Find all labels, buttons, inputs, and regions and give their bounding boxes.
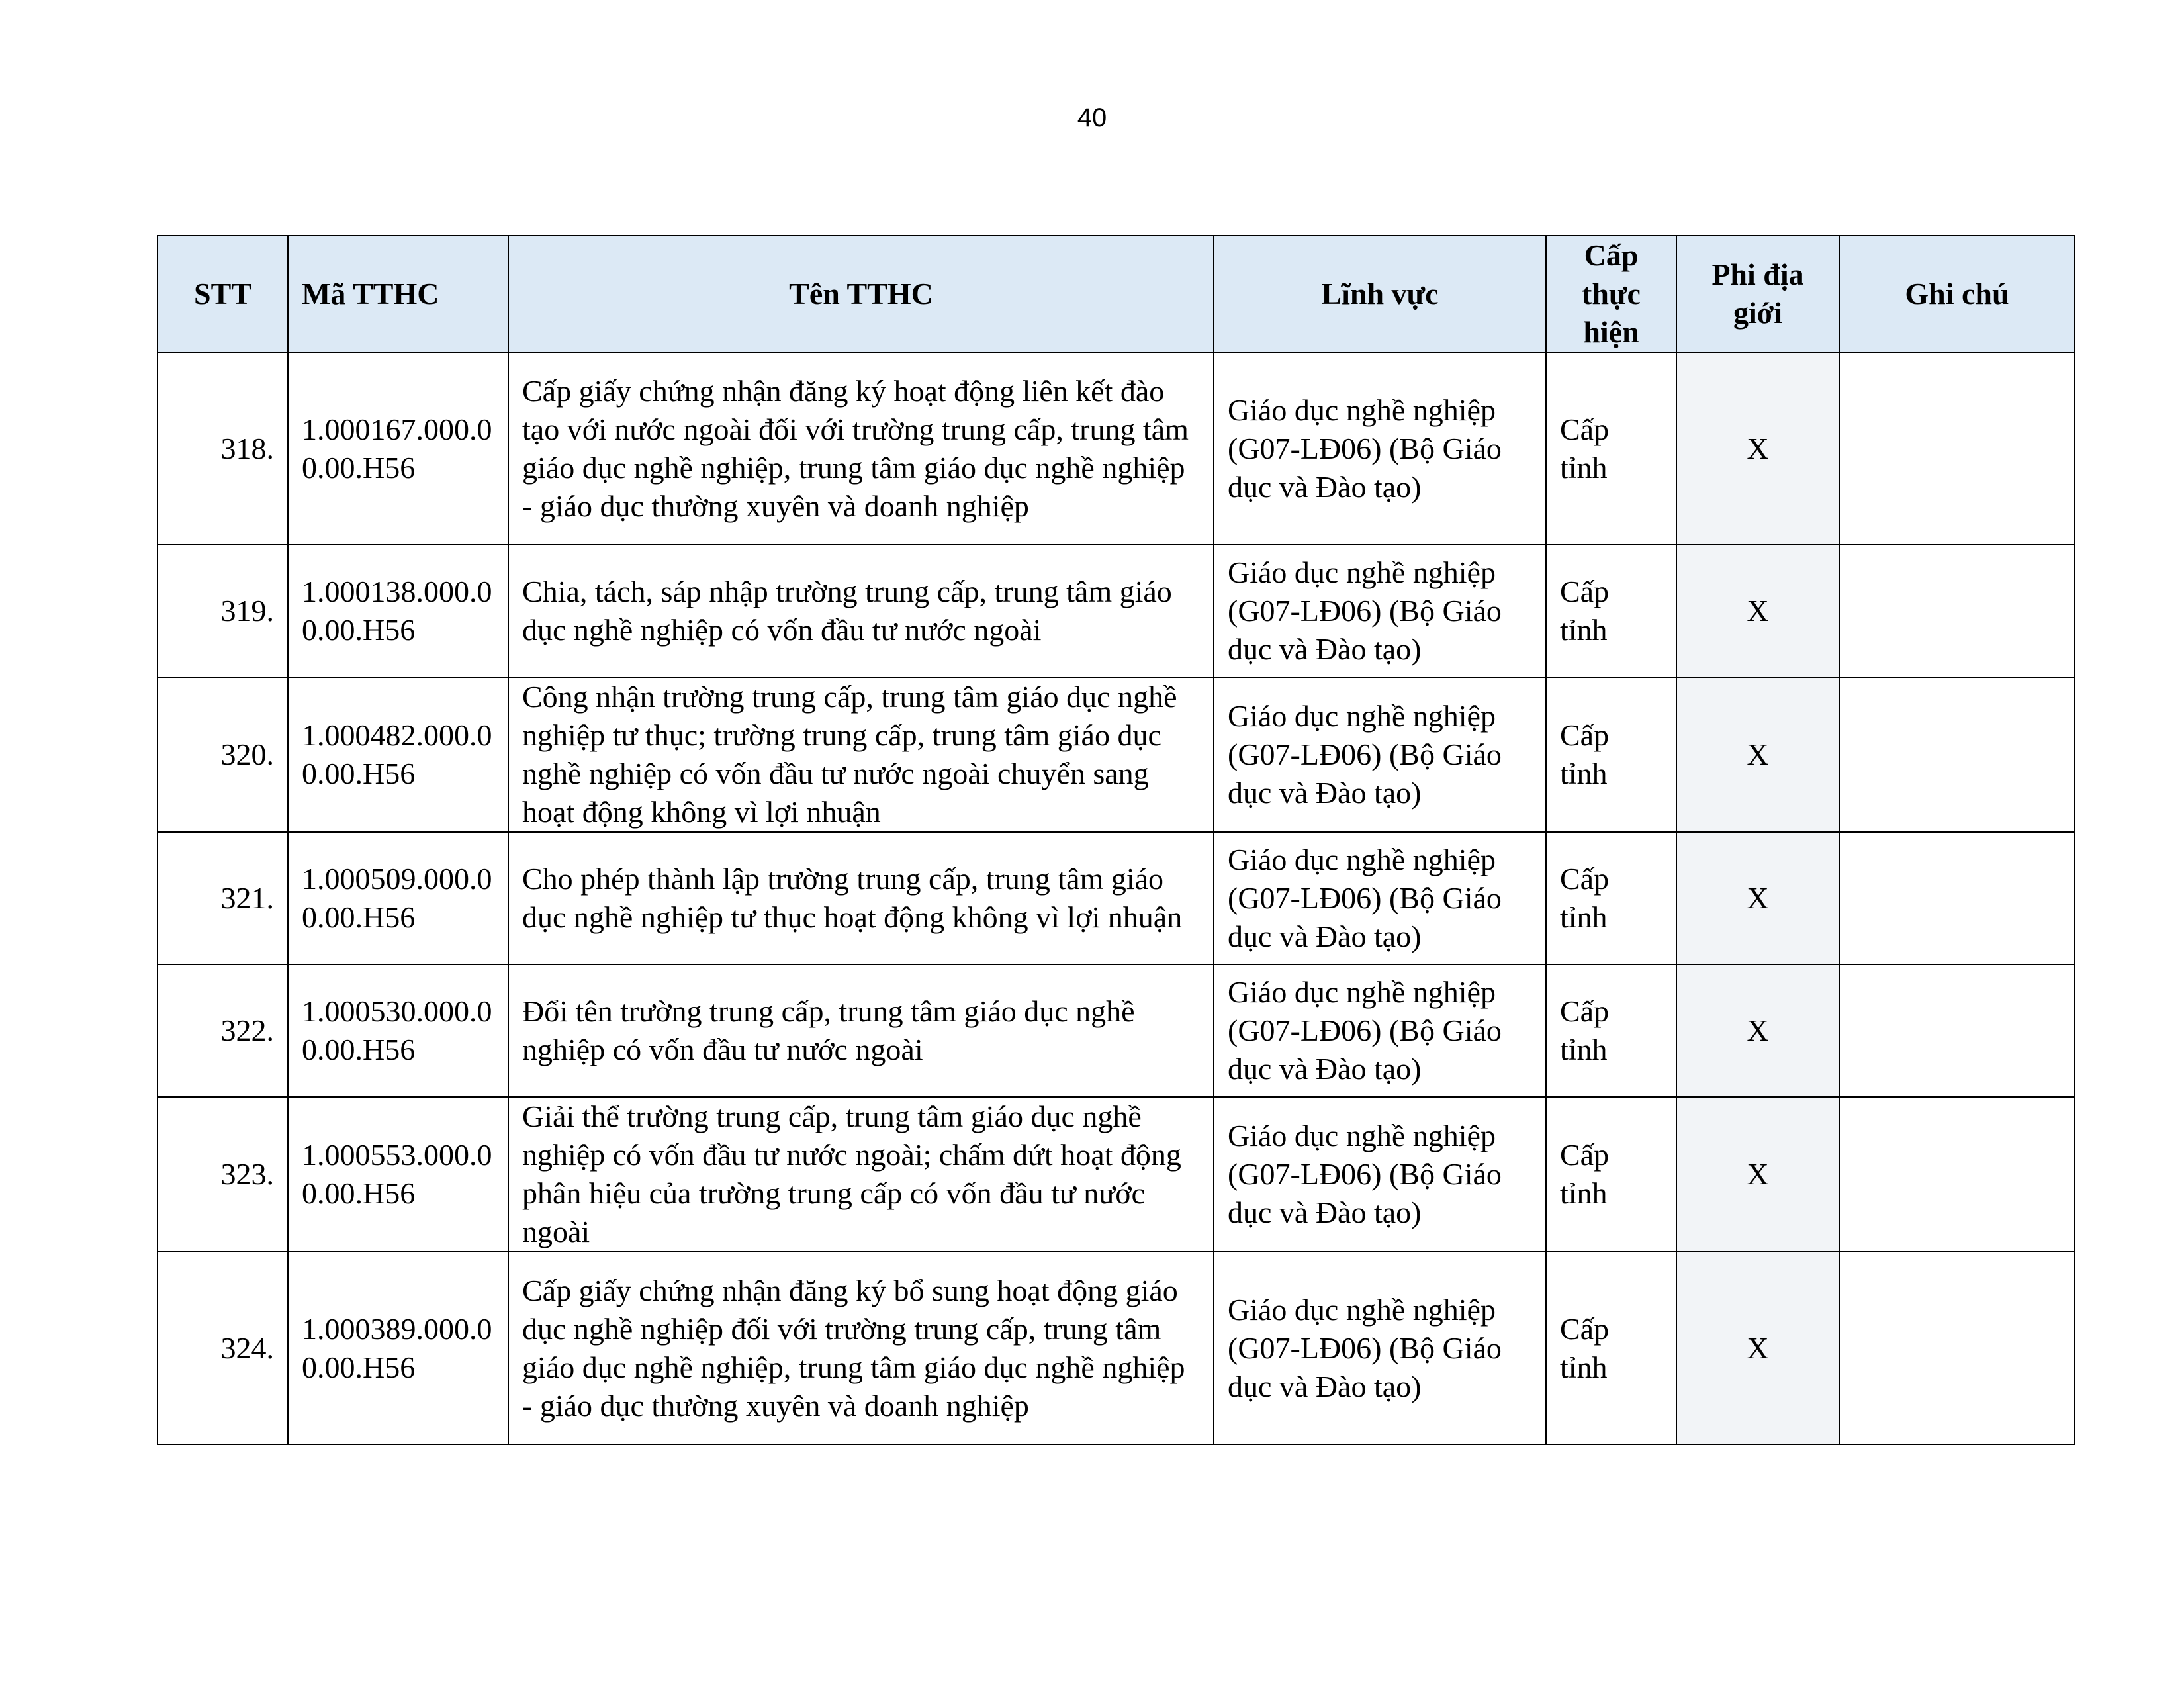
cell-ghi-chu [1839, 832, 2075, 964]
header-stt: STT [158, 236, 288, 352]
cell-stt: 320. [158, 677, 288, 832]
procedures-table [157, 235, 2075, 1445]
cell-ten-tthc: Giải thể trường trung cấp, trung tâm giáo dục nghề nghiệp có vốn đầu tư nước ngoài; chấm dứt hoạt động phân hiệu của trường trung cấp có vốn đầu tư nước ngoài [508, 1097, 1214, 1252]
cell-phi-dia-gioi: X [1676, 1097, 1839, 1252]
cell-ma-tthc: 1.000553.000.00.00.H56 [288, 1097, 508, 1252]
cell-linh-vuc: Giáo dục nghề nghiệp (G07-LĐ06) (Bộ Giáo dục và Đào tạo) [1214, 832, 1546, 964]
cell-phi-dia-gioi: X [1676, 964, 1839, 1097]
cell-phi-dia-gioi: X [1676, 832, 1839, 964]
cell-ghi-chu [1839, 1097, 2075, 1252]
header-phi-dia-gioi: Phi địa giới [1676, 236, 1839, 352]
table-row [158, 832, 2075, 964]
cell-stt: 324. [158, 1252, 288, 1444]
cell-stt: 318. [158, 352, 288, 545]
cell-ten-tthc: Cho phép thành lập trường trung cấp, trung tâm giáo dục nghề nghiệp tư thục hoạt động không vì lợi nhuận [508, 832, 1214, 964]
table-row [158, 545, 2075, 677]
header-ghi-chu: Ghi chú [1839, 236, 2075, 352]
cell-stt: 321. [158, 832, 288, 964]
cell-ma-tthc: 1.000389.000.00.00.H56 [288, 1252, 508, 1444]
table-row [158, 677, 2075, 832]
cell-ten-tthc: Cấp giấy chứng nhận đăng ký bổ sung hoạt động giáo dục nghề nghiệp đối với trường trung cấp, trung tâm giáo dục nghề nghiệp, trung tâm giáo dục nghề nghiệp - giáo dục thường xuyên và doanh nghiệp [508, 1252, 1214, 1444]
cell-cap-thuc-hien: Cấp tỉnh [1546, 1097, 1676, 1252]
cell-phi-dia-gioi: X [1676, 545, 1839, 677]
cell-linh-vuc: Giáo dục nghề nghiệp (G07-LĐ06) (Bộ Giáo dục và Đào tạo) [1214, 677, 1546, 832]
cell-cap-thuc-hien: Cấp tỉnh [1546, 1252, 1676, 1444]
cell-ghi-chu [1839, 677, 2075, 832]
cell-stt: 319. [158, 545, 288, 677]
cell-phi-dia-gioi: X [1676, 1252, 1839, 1444]
cell-cap-thuc-hien: Cấp tỉnh [1546, 677, 1676, 832]
cell-ghi-chu [1839, 352, 2075, 545]
cell-cap-thuc-hien: Cấp tỉnh [1546, 545, 1676, 677]
cell-stt: 322. [158, 964, 288, 1097]
header-cap-thuc-hien: Cấp thực hiện [1546, 236, 1676, 352]
header-row [158, 236, 2075, 352]
cell-ma-tthc: 1.000482.000.00.00.H56 [288, 677, 508, 832]
cell-linh-vuc: Giáo dục nghề nghiệp (G07-LĐ06) (Bộ Giáo dục và Đào tạo) [1214, 352, 1546, 545]
cell-phi-dia-gioi: X [1676, 677, 1839, 832]
table-row [158, 1252, 2075, 1444]
cell-linh-vuc: Giáo dục nghề nghiệp (G07-LĐ06) (Bộ Giáo dục và Đào tạo) [1214, 964, 1546, 1097]
header-ten-tthc: Tên TTHC [508, 236, 1214, 352]
cell-ghi-chu [1839, 1252, 2075, 1444]
table-row [158, 1097, 2075, 1252]
cell-cap-thuc-hien: Cấp tỉnh [1546, 964, 1676, 1097]
cell-ten-tthc: Công nhận trường trung cấp, trung tâm giáo dục nghề nghiệp tư thục; trường trung cấp, trung tâm giáo dục nghề nghiệp có vốn đầu tư nước ngoài chuyển sang hoạt động không vì lợi nhuận [508, 677, 1214, 832]
cell-linh-vuc: Giáo dục nghề nghiệp (G07-LĐ06) (Bộ Giáo dục và Đào tạo) [1214, 545, 1546, 677]
cell-ma-tthc: 1.000509.000.00.00.H56 [288, 832, 508, 964]
page-number: 40 [1077, 103, 1107, 132]
table-row [158, 964, 2075, 1097]
cell-ghi-chu [1839, 545, 2075, 677]
header-linh-vuc: Lĩnh vực [1214, 236, 1546, 352]
cell-ten-tthc: Chia, tách, sáp nhập trường trung cấp, trung tâm giáo dục nghề nghiệp có vốn đầu tư nước ngoài [508, 545, 1214, 677]
cell-ma-tthc: 1.000138.000.00.00.H56 [288, 545, 508, 677]
cell-ghi-chu [1839, 964, 2075, 1097]
header-ma-tthc: Mã TTHC [288, 236, 508, 352]
cell-phi-dia-gioi: X [1676, 352, 1839, 545]
cell-ten-tthc: Cấp giấy chứng nhận đăng ký hoạt động liên kết đào tạo với nước ngoài đối với trường trung cấp, trung tâm giáo dục nghề nghiệp, trung tâm giáo dục nghề nghiệp - giáo dục thường xuyên và doanh nghiệp [508, 352, 1214, 545]
cell-cap-thuc-hien: Cấp tỉnh [1546, 352, 1676, 545]
cell-ten-tthc: Đổi tên trường trung cấp, trung tâm giáo dục nghề nghiệp có vốn đầu tư nước ngoài [508, 964, 1214, 1097]
cell-ma-tthc: 1.000530.000.00.00.H56 [288, 964, 508, 1097]
cell-linh-vuc: Giáo dục nghề nghiệp (G07-LĐ06) (Bộ Giáo dục và Đào tạo) [1214, 1097, 1546, 1252]
cell-cap-thuc-hien: Cấp tỉnh [1546, 832, 1676, 964]
cell-linh-vuc: Giáo dục nghề nghiệp (G07-LĐ06) (Bộ Giáo dục và Đào tạo) [1214, 1252, 1546, 1444]
cell-ma-tthc: 1.000167.000.00.00.H56 [288, 352, 508, 545]
cell-stt: 323. [158, 1097, 288, 1252]
table-row [158, 352, 2075, 545]
